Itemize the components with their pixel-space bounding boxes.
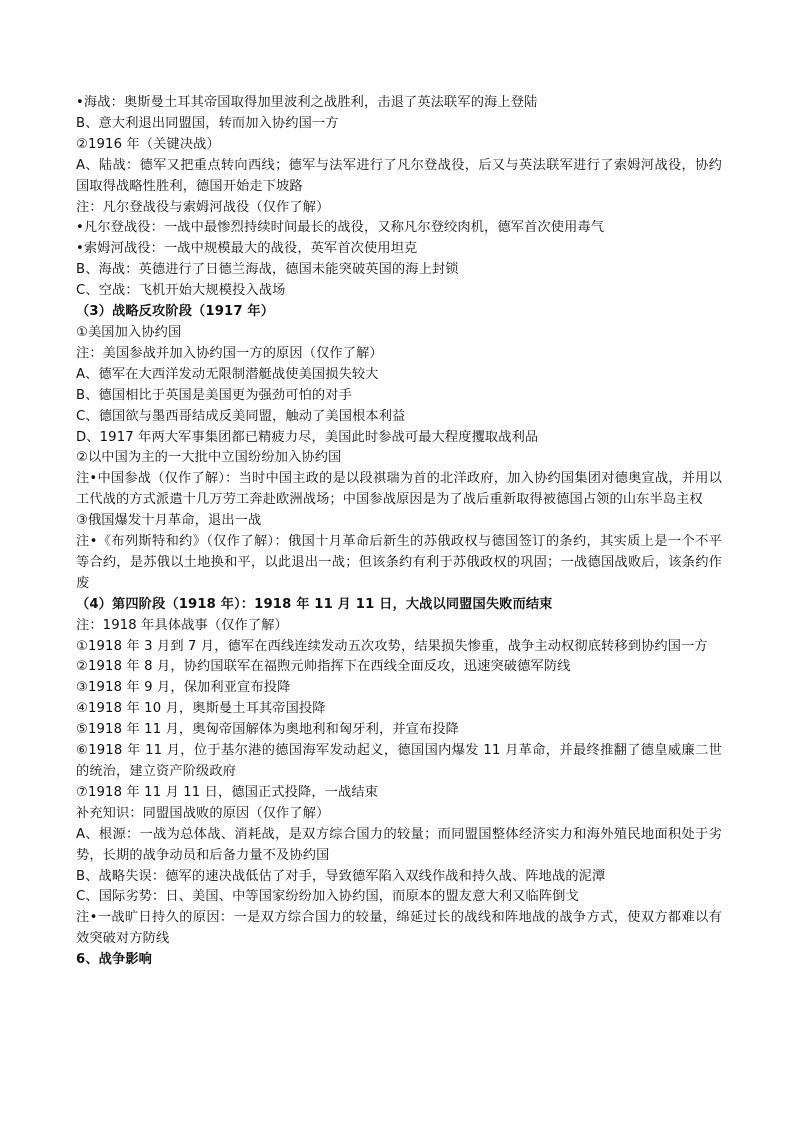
event-1918-aug: ②1918 年 8 月，协约国联军在福煦元帅指挥下在西线全面反攻，迅速突破德军防线 — [76, 659, 571, 675]
note-prolonged-war: 注•一战旷日持久的原因：一是双方综合国力的较量，绵延过长的战线和阵地战的战争方式，使双方都难以有效突破对方防线 — [76, 910, 722, 947]
somme-bullet: •索姆河战役：一战中规模最大的战役，英军首次使用坦克 — [76, 241, 418, 257]
note-1918-events: 注：1918 年具体战事（仅作了解） — [76, 617, 288, 633]
defeat-reason-c: C、国际劣势：日、美国、中等国家纷纷加入协约国，而原本的盟友意大利又临阵倒戈 — [76, 889, 579, 905]
italy-switches-side: B、意大利退出同盟国，转而加入协约国一方 — [76, 115, 339, 131]
note-us-reasons: 注：美国参战并加入协约国一方的原因（仅作了解） — [76, 345, 383, 361]
section-heading-fourth-stage: （4）第四阶段（1918 年）：1918 年 11 月 11 日，大战以同盟国失败而结束 — [76, 596, 553, 612]
defeat-reason-b: B、战略失误：德军的速决战低估了对手，导致德军陷入双线作战和持久战、阵地战的泥潭 — [76, 868, 606, 884]
naval-battle-gallipoli: •海战：奥斯曼土耳其帝国取得加里波利之战胜利，击退了英法联军的海上登陆 — [76, 95, 538, 110]
us-joins-entente: ①美国加入协约国 — [76, 324, 182, 340]
note-brest-litovsk: 注•《布列斯特和约》（仅作了解）：俄国十月革命后新生的苏俄政权与德国签订的条约，其实质上是一个不平等合约，是苏俄以土地换和平，以此退出一战；但该条约有利于苏俄政权的巩固；一战德国战败后，该条约作废 — [76, 534, 722, 591]
event-1918-oct: ④1918 年 10 月，奥斯曼土耳其帝国投降 — [76, 701, 326, 717]
us-reason-c: C、德国欲与墨西哥结成反美同盟，触动了美国根本利益 — [76, 408, 406, 424]
note-china-participation: 注•中国参战（仅作了解）：当时中国主政的是以段祺瑞为首的北洋政府，加入协约国集团对德奥宣战，并用以工代战的方式派遣十几万劳工奔赴欧洲战场；中国参战原因是为了战后重新取得被德国占领的山东半岛主权 — [76, 471, 722, 508]
neutral-countries-join: ②以中国为主的一大批中立国纷纷加入协约国 — [76, 450, 342, 466]
section-heading-counteroffensive: （3）战略反攻阶段（1917 年） — [76, 304, 275, 320]
us-reason-a: A、德军在大西洋发动无限制潜艇战使美国损失较大 — [76, 366, 379, 382]
russia-october-revolution: ③俄国爆发十月革命，退出一战 — [76, 513, 262, 529]
naval-battle-jutland: B、海战：英德进行了日德兰海战，德国未能突破英国的海上封锁 — [76, 262, 459, 278]
event-1918-nov-austria: ⑤1918 年 11 月，奥匈帝国解体为奥地利和匈牙利，并宣布投降 — [76, 722, 460, 738]
us-reason-d: D、1917 年两大军事集团都已精疲力尽，美国此时参战可最大程度攫取战利品 — [76, 429, 539, 445]
event-1918-sep: ③1918 年 9 月，保加利亚宣布投降 — [76, 680, 291, 696]
us-reason-b: B、德国相比于英国是美国更为强劲可怕的对手 — [76, 387, 352, 403]
document-page — [76, 93, 722, 971]
supplement-defeat-reasons: 补充知识：同盟国战败的原因（仅作了解） — [76, 805, 330, 821]
event-1918-nov-11: ⑦1918 年 11 月 11 日，德国正式投降，一战结束 — [76, 784, 379, 800]
defeat-reason-a: A、根源：一战为总体战、消耗战，是双方综合国力的较量；而同盟国整体经济实力和海外殖民地面积处于劣势，长期的战争动员和后备力量不及协约国 — [76, 826, 722, 863]
event-1918-mar-jul: ①1918 年 3 月到 7 月，德军在西线连续发动五次攻势，结果损失惨重，战争主动权彻底转移到协约国一方 — [76, 638, 708, 654]
note-verdun-somme: 注：凡尔登战役与索姆河战役（仅作了解） — [76, 199, 330, 215]
section-heading-war-impact: 6、战争影响 — [76, 952, 153, 968]
verdun-bullet: •凡尔登战役：一战中最惨烈持续时间最长的战役，又称凡尔登绞肉机，德军首次使用毒气 — [76, 220, 605, 236]
event-1918-nov-kiel: ⑥1918 年 11 月，位于基尔港的德国海军发动起义，德国国内爆发 11 月革命，并最终推翻了德皇威廉二世的统治，建立资产阶级政府 — [76, 743, 722, 779]
land-battle-1916: A、陆战：德军又把重点转向西线；德军与法军进行了凡尔登战役，后又与英法联军进行了索姆河战役，协约国取得战略性胜利，德国开始走下坡路 — [76, 157, 722, 194]
air-war: C、空战：飞机开始大规模投入战场 — [76, 283, 286, 299]
year-1916-heading: ②1916 年（关键决战） — [76, 136, 220, 152]
